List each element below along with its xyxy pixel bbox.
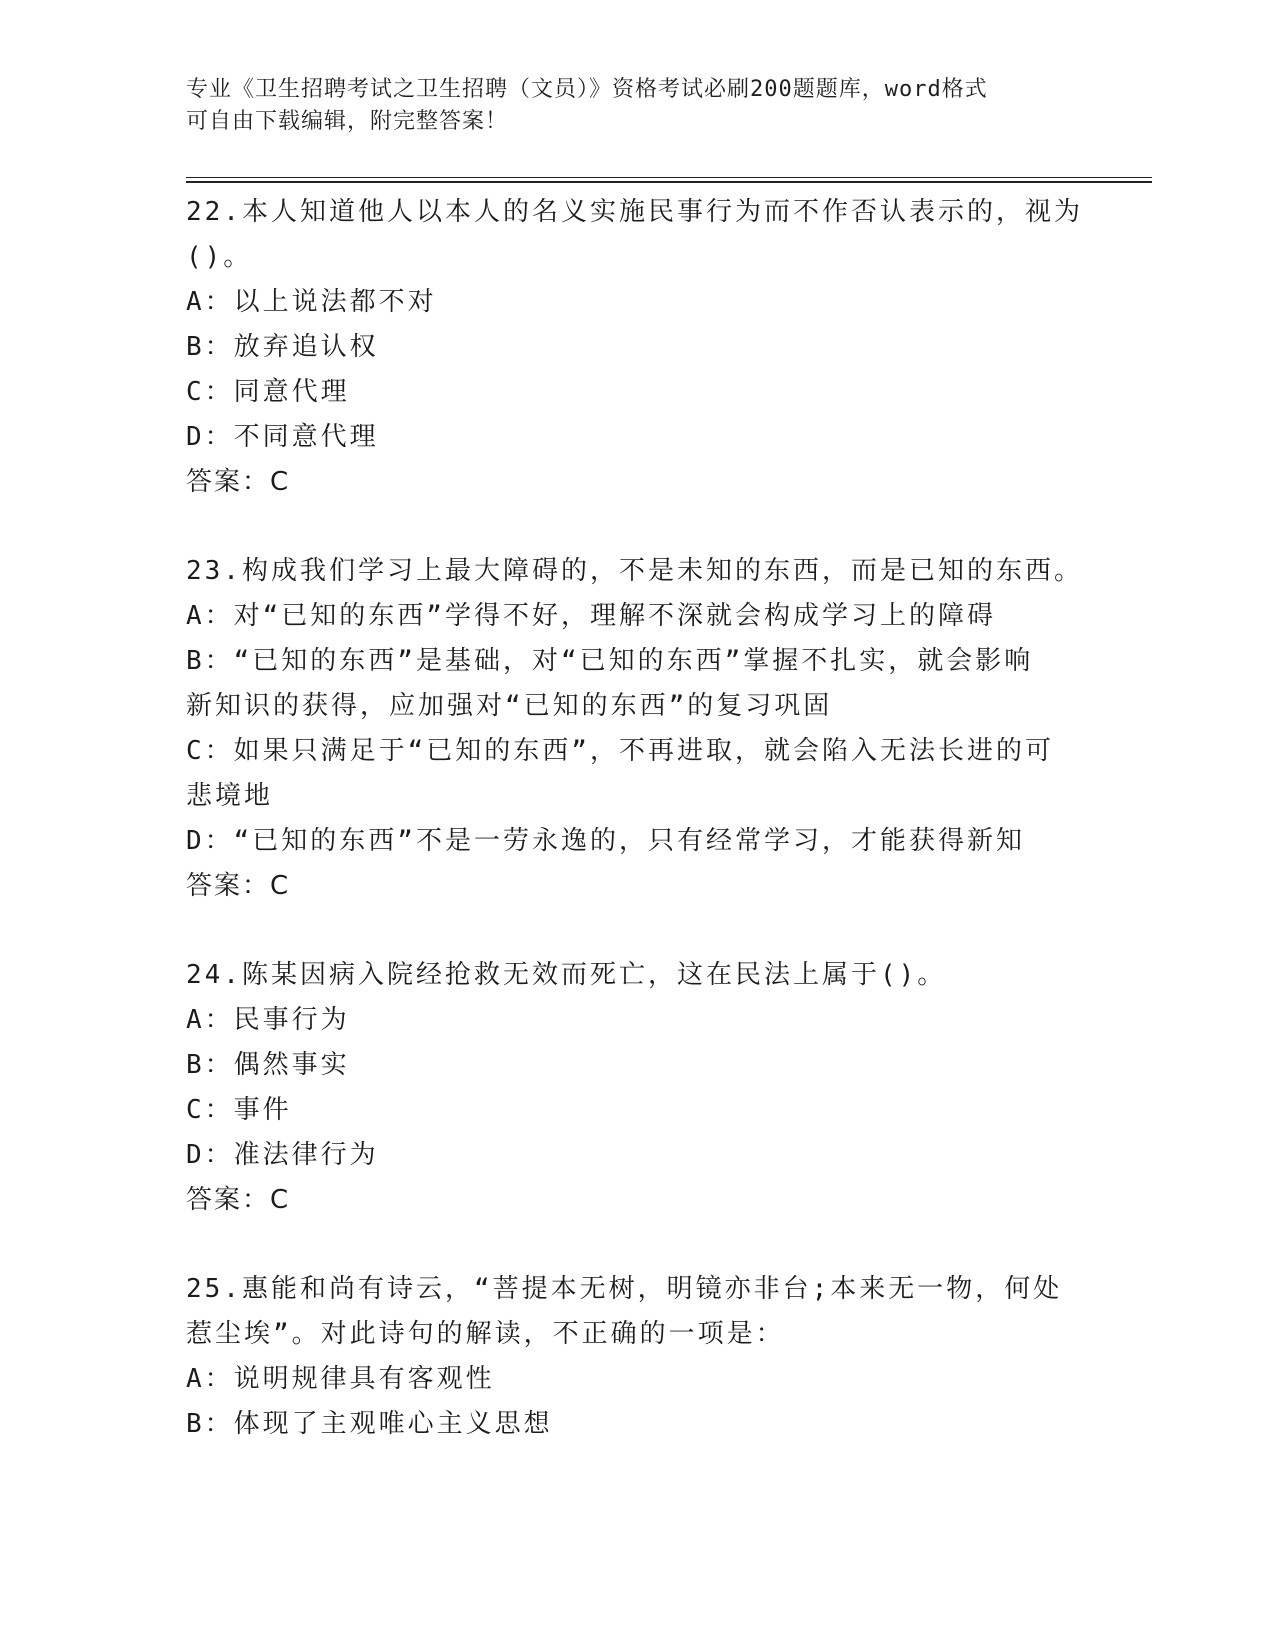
question-22	[186, 190, 1086, 505]
question-24	[186, 953, 1086, 1223]
question-stem-line: 25.惠能和尚有诗云，“菩提本无树，明镜亦非台;本来无一物，何处	[186, 1274, 1063, 1304]
header-line-1: 专业《卫生招聘考试之卫生招聘（文员）》资格考试必刷200题题库，word格式	[186, 77, 988, 102]
question-list	[186, 190, 1086, 1447]
question-23	[186, 549, 1086, 909]
option-b: B：“已知的东西”是基础，对“已知的东西”掌握不扎实，就会影响	[186, 646, 1034, 676]
option-c: C：同意代理	[186, 377, 350, 407]
question-stem-line: 24.陈某因病入院经抢救无效而死亡，这在民法上属于()。	[186, 960, 947, 990]
answer-line: 答案：C	[186, 1185, 291, 1215]
document-header	[186, 74, 1066, 138]
option-d: D：准法律行为	[186, 1140, 379, 1170]
question-25	[186, 1267, 1086, 1447]
option-b-continued: 新知识的获得，应加强对“已知的东西”的复习巩固	[186, 691, 833, 721]
question-stem-line: 22.本人知道他人以本人的名义实施民事行为而不作否认表示的，视为	[186, 197, 1083, 227]
option-b: B：体现了主观唯心主义思想	[186, 1409, 553, 1439]
question-stem-line: 惹尘埃”。对此诗句的解读，不正确的一项是：	[186, 1319, 785, 1349]
header-divider-top	[186, 177, 1152, 178]
answer-line: 答案：C	[186, 871, 291, 901]
header-line-2: 可自由下载编辑，附完整答案！	[186, 109, 509, 134]
option-a: A：对“已知的东西”学得不好，理解不深就会构成学习上的障碍	[186, 601, 996, 631]
answer-line: 答案：C	[186, 467, 291, 497]
header-divider-bottom	[186, 181, 1152, 183]
option-c: C：事件	[186, 1095, 292, 1125]
option-c-continued: 悲境地	[186, 781, 274, 811]
option-a: A：说明规律具有客观性	[186, 1364, 495, 1394]
question-stem-line: ()。	[186, 242, 253, 272]
option-b: B：偶然事实	[186, 1050, 350, 1080]
option-d: D：不同意代理	[186, 422, 379, 452]
option-a: A：民事行为	[186, 1005, 350, 1035]
option-a: A：以上说法都不对	[186, 287, 437, 317]
question-stem-line: 23.构成我们学习上最大障碍的，不是未知的东西，而是已知的东西。	[186, 556, 1083, 586]
option-d: D：“已知的东西”不是一劳永逸的，只有经常学习，才能获得新知	[186, 826, 1025, 856]
option-b: B：放弃追认权	[186, 332, 379, 362]
option-c: C：如果只满足于“已知的东西”，不再进取，就会陷入无法长进的可	[186, 736, 1054, 766]
